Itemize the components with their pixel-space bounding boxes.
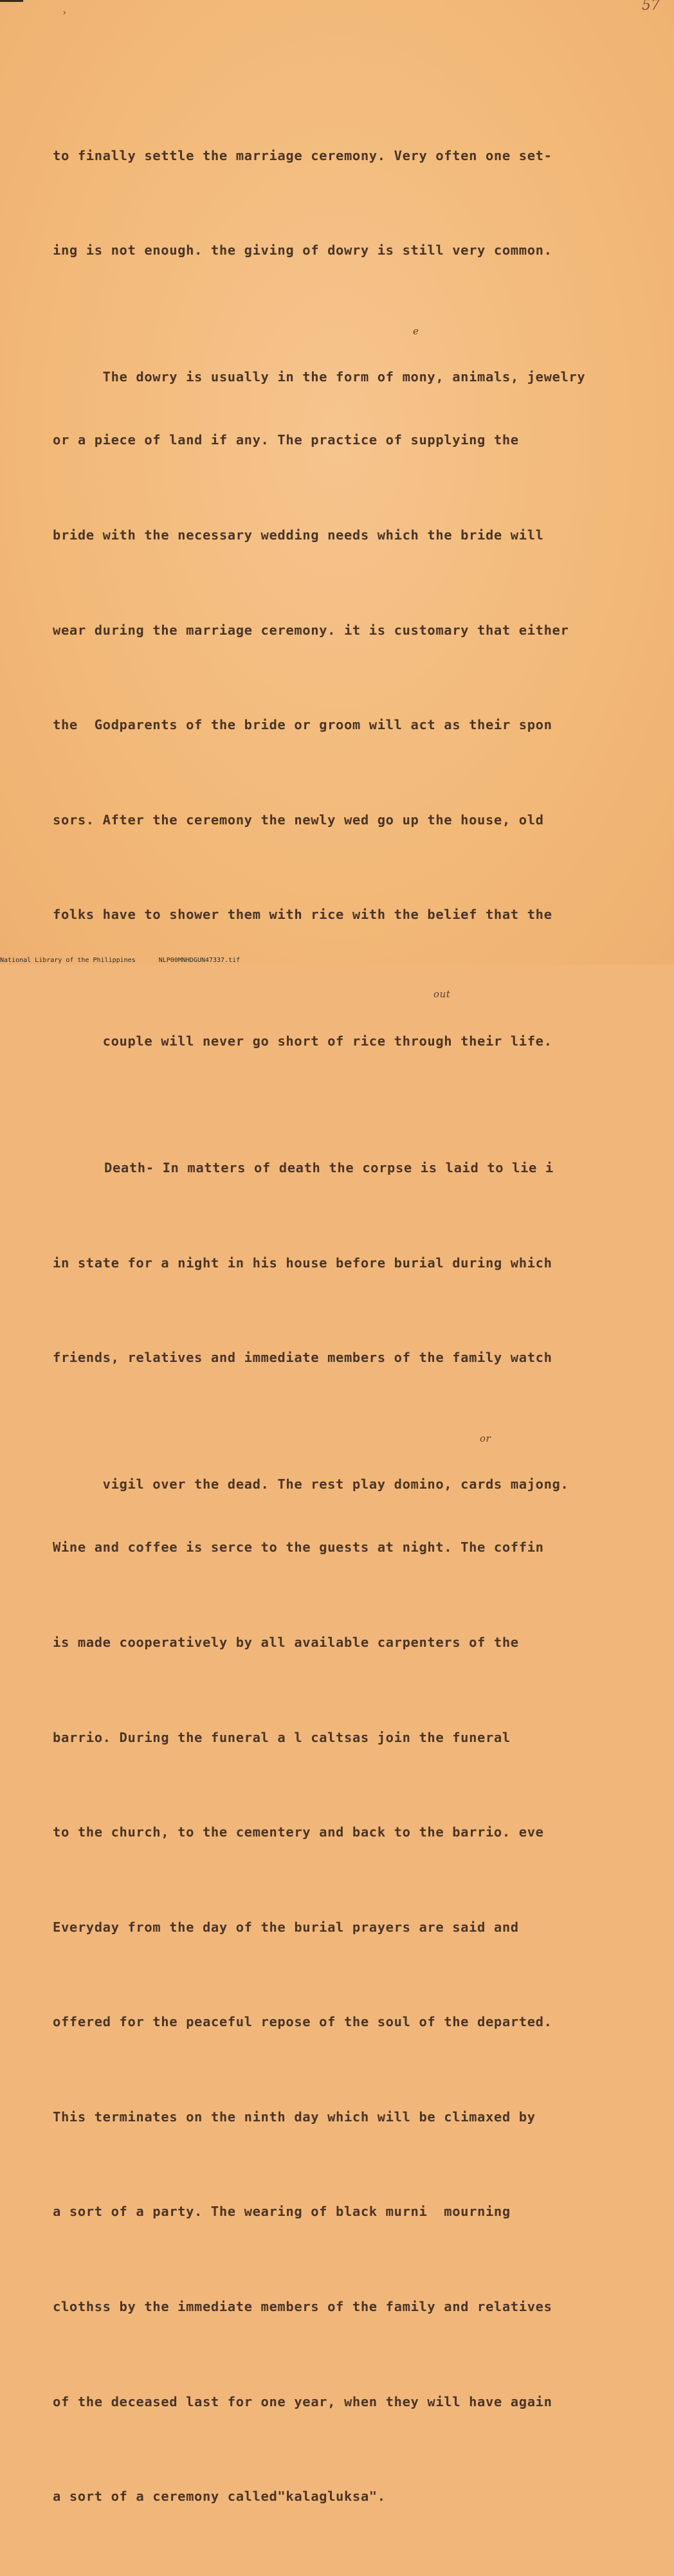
text-line: of the deceased last for one year, when they will have again — [53, 2393, 552, 2409]
text-line: in state for a night in his house before burial during which — [53, 1255, 552, 1271]
handwritten-insert: or — [480, 1432, 491, 1444]
handwritten-insert: out — [433, 988, 451, 1000]
text-line: the Godparents of the bride or groom will act as their spon — [53, 717, 552, 733]
text-line: ing is not enough. the giving of dowry is still very common. — [53, 242, 552, 259]
text-line: barrio. During the funeral a l caltsas join the funeral — [53, 1729, 511, 1745]
text-line: or a piece of land if any. The practice of supplying the — [53, 432, 519, 448]
text-line-content: couple will never go short of rice through their life. — [102, 1033, 552, 1049]
footer-library: National Library of the Philippines — [0, 957, 136, 964]
page-number: 57 — [642, 0, 660, 14]
footer — [0, 957, 263, 964]
text-line-content: vigil over the dead. The rest play domino, cards majong. — [102, 1476, 569, 1492]
text-line: bride with the necessary wedding needs which the bride will — [53, 527, 544, 543]
text-line: folks have to shower them with rice with the belief that the — [53, 907, 552, 923]
text-line: a sort of a ceremony called"kalagluksa". — [53, 2489, 386, 2505]
text-line — [53, 325, 644, 385]
text-line: Death- In matters of death the corpse is laid to lie i — [104, 1159, 554, 1175]
text-line: clothss by the immediate members of the family and relatives — [53, 2299, 552, 2315]
text-line: offered for the peaceful repose of the soul of the departed. — [53, 2014, 552, 2030]
text-line — [53, 988, 644, 1049]
tick-mark: › — [62, 8, 68, 18]
text-line: to finally settle the marriage ceremony. Very often one set- — [53, 147, 552, 163]
footer-file: NLP00MNHDGUN47337.tif — [158, 957, 241, 964]
text-line — [53, 1432, 644, 1492]
text-line: wear during the marriage ceremony. it is customary that either — [53, 622, 569, 638]
top-rule — [0, 0, 23, 2]
text-line: Wine and coffee is serce to the guests at night. The coffin — [53, 1539, 544, 1556]
text-line-content: The dowry is usually in the form of mony, animals, jewelry — [102, 369, 586, 385]
text-line: is made cooperatively by all available carpenters of the — [53, 1634, 519, 1650]
handwritten-insert: e — [413, 325, 419, 337]
text-line: friends, relatives and immediate members of the family watch — [53, 1350, 552, 1366]
text-line: to the church, to the cementery and back to the barrio. eve — [53, 1824, 544, 1840]
text-line: Everyday from the day of the burial prayers are said and — [53, 1919, 519, 1935]
text-line: This terminates on the ninth day which will be climaxed by — [53, 2109, 536, 2125]
typewritten-body — [53, 45, 644, 2576]
text-line: sors. After the ceremony the newly wed go up the house, old — [53, 812, 544, 828]
text-line: a sort of a party. The wearing of black murni mourning — [53, 2204, 511, 2220]
